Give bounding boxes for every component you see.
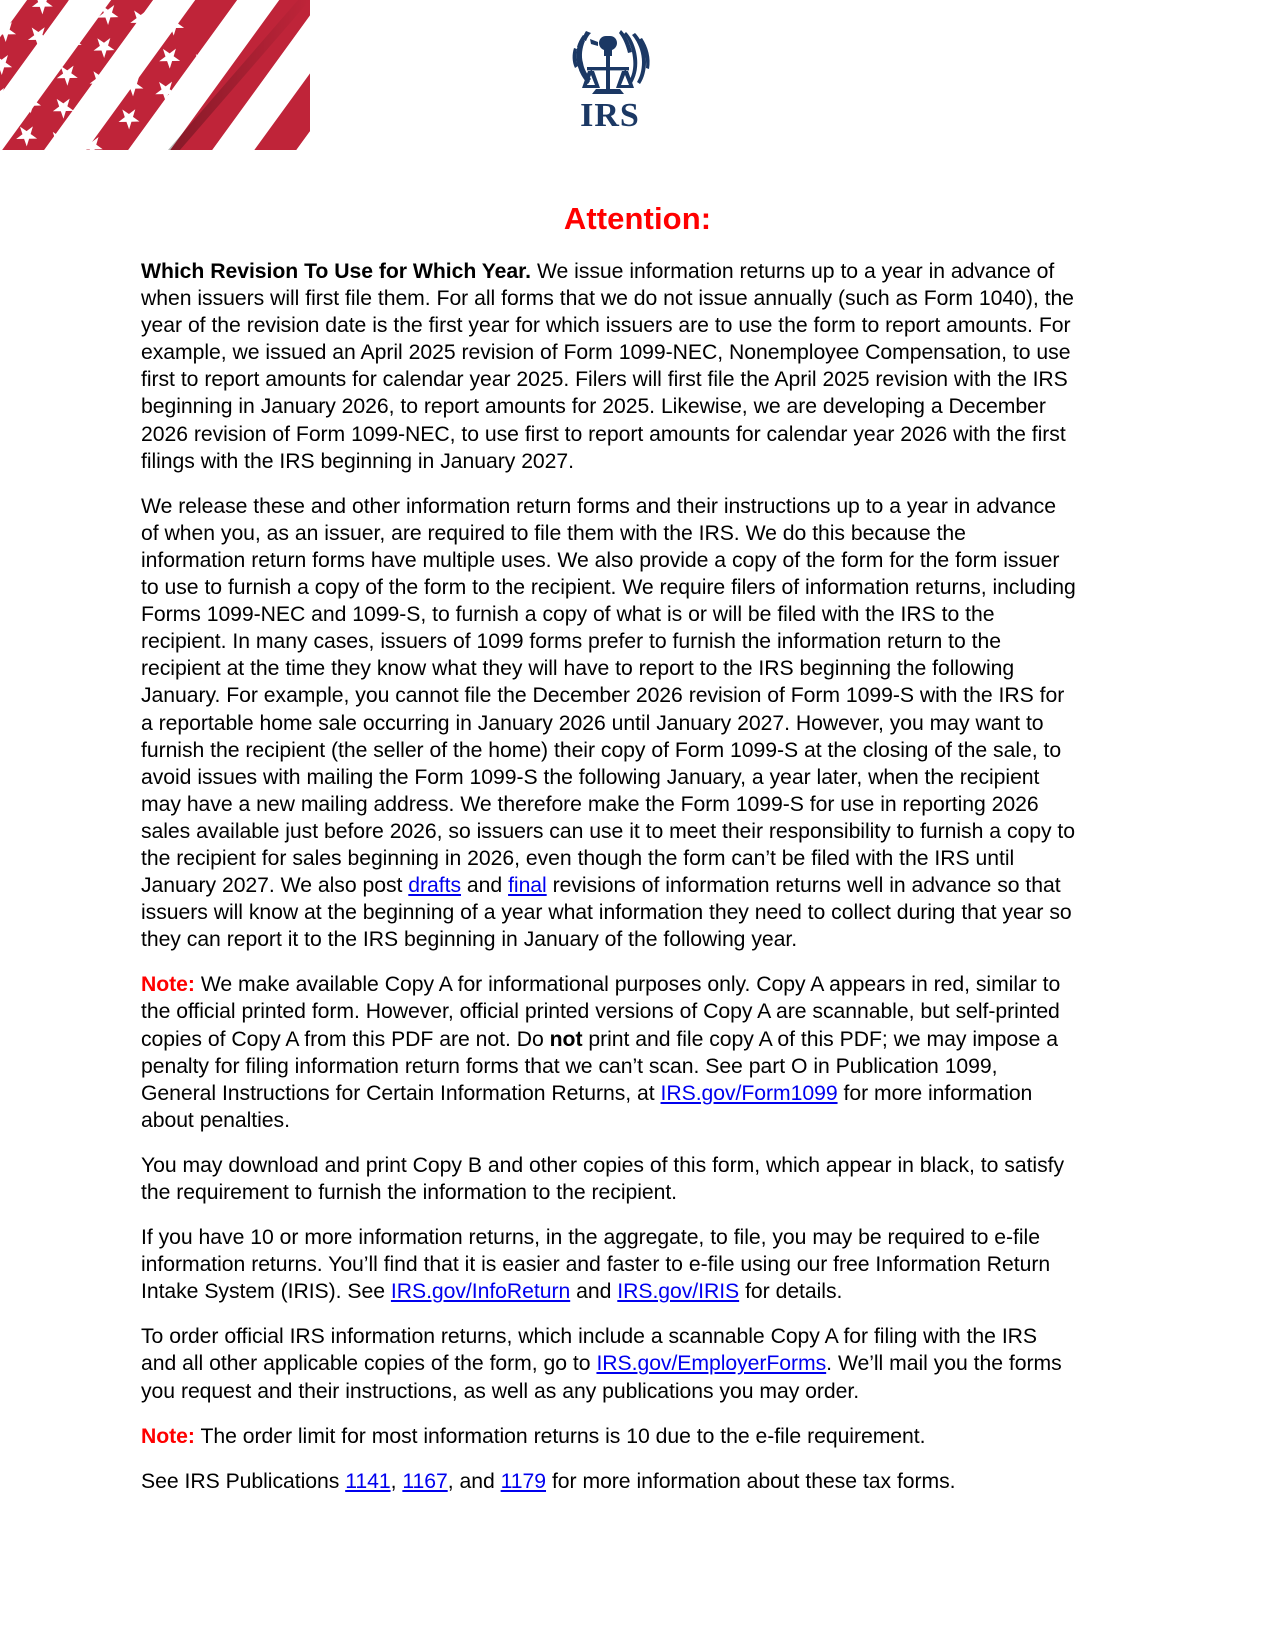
note-label: Note: [141, 1424, 195, 1448]
link-drafts[interactable]: drafts [408, 874, 461, 898]
paragraph-text-part3: , and [447, 1469, 501, 1493]
document-body [0, 150, 1275, 1513]
irs-logo [566, 22, 654, 134]
link-publication-1141[interactable]: 1141 [345, 1469, 391, 1493]
link-publication-1167[interactable]: 1167 [402, 1469, 448, 1493]
flag-canton [0, 0, 310, 150]
document-content [141, 258, 1076, 1495]
flag-stars-icon [0, 0, 310, 150]
paragraph-efile-threshold [141, 1224, 1076, 1305]
paragraph-text-part3: revisions of information returns well in advance so that issuers will know at the beginning of a year what information they need to collect during that year so they can report it to the IRS beginning in January of the following year. [141, 874, 1072, 952]
paragraph-lead-bold: Which Revision To Use for Which Year. [141, 260, 532, 283]
link-irs-gov-form1099[interactable]: IRS.gov/Form1099 [660, 1081, 838, 1105]
paragraph-text-part2: , [390, 1469, 403, 1493]
link-irs-gov-inforeturn[interactable]: IRS.gov/InfoReturn [390, 1280, 571, 1304]
paragraph-text-part3: for details. [739, 1280, 843, 1304]
paragraph-text-part1: We release these and other information return forms and their instructions up to a year in advance of when you, as an issuer, are required to file them with the IRS. We do this because the information return forms have multiple uses. We also provide a copy of the form for the form issuer to use to furnish a copy of the form to the recipient. We require filers of information returns, including Forms 1099-NEC and 1099-S, to furnish a copy of what is or will be filed with the IRS to the recipient. In many cases, issuers of 1099 forms prefer to furnish the information return to the recipient at the time they know what they will have to report to the IRS beginning the following January. For example, you cannot file the December 2026 revision of Form 1099-S with the IRS for a reportable home sale occurring in January 2026 until January 2027. However, you may want to furnish the recipient (the seller of the home) their copy of Form 1099-S at the closing of the sale, to avoid issues with mailing the Form 1099-S the following January, a year later, when the recipient may have a new mailing address. We therefore make the Form 1099-S for use in reporting 2026 sales available just before 2026, so issuers can use it to meet their responsibility to furnish a copy to the recipient for sales beginning in 2026, even though the form can’t be filed with the IRS until January 2027. We also post [141, 494, 1076, 898]
paragraph-text-part2: and [461, 874, 509, 898]
paragraph-note-copy-a [141, 971, 1076, 1134]
paragraph-text-part1: To order official IRS information returns, which include a scannable Copy A for filing with the IRS and all other applicable copies of the form, go to [141, 1325, 1037, 1376]
paragraph-text-part1: If you have 10 or more information returns, in the aggregate, to file, you may be required to e-file information returns. You’ll find that it is easier and faster to e-file using our free Information Return Intake System (IRIS). See [141, 1226, 1051, 1304]
paragraph-text-part1: See IRS Publications [141, 1469, 346, 1493]
usa-flag-icon [0, 0, 310, 150]
paragraph-text-part1: We make available Copy A for informational purposes only. Copy A appears in red, similar to the official printed form. However, official printed versions of Copy A are scannable, but self-printed copies of Copy A from this PDF are not. Do [141, 973, 1061, 1051]
paragraph-note-order-limit [141, 1423, 1076, 1450]
paragraph-which-revision [141, 258, 1076, 475]
paragraph-text-part2: and [570, 1280, 618, 1304]
paragraph-copy-b-download: You may download and print Copy B and other copies of this form, which appear in black, to satisfy the requirement to furnish the information to the recipient. [141, 1153, 1064, 1204]
paragraph-see-publications [141, 1468, 1076, 1495]
link-publication-1179[interactable]: 1179 [500, 1469, 547, 1493]
paragraph-order-forms [141, 1323, 1076, 1404]
page-header [0, 0, 1275, 150]
page-title: Attention: [563, 201, 712, 236]
paragraph-text-part3: for more information about penalties. [141, 1081, 1033, 1132]
paragraph-text: The order limit for most information returns is 10 due to the e-file requirement. [194, 1424, 926, 1448]
paragraph-text-part2: . We’ll mail you the forms you request and their instructions, as well as any publications you may order. [141, 1352, 1062, 1403]
irs-logo-text: IRS [580, 97, 640, 134]
paragraph-text-part2: print and file copy A of this PDF; we may impose a penalty for filing information return forms that we can’t scan. See part O in Publication 1099, General Instructions for Certain Information Returns, at [141, 1027, 1059, 1105]
link-irs-gov-iris[interactable]: IRS.gov/IRIS [617, 1280, 740, 1304]
irs-eagle-scales-icon [566, 22, 654, 134]
link-final[interactable]: final [508, 874, 547, 898]
emphasis-not: not [549, 1027, 583, 1051]
note-label: Note: [141, 973, 195, 997]
paragraph-release-schedule [141, 493, 1076, 954]
paragraph-text-part4: for more information about these tax forms. [546, 1469, 956, 1493]
paragraph-text: We issue information returns up to a year in advance of when issuers will first file them. For all forms that we do not issue annually (such as Form 1040), the year of the revision date is the first year for which issuers are to use the form to report amounts. For example, we issued an April 2025 revision of Form 1099-NEC, Nonemployee Compensation, to use first to report amounts for calendar year 2025. Filers will first file the April 2025 revision with the IRS beginning in January 2026, to report amounts for 2025. Likewise, we are developing a December 2026 revision of Form 1099-NEC, to use first to report amounts for calendar year 2026 with the first filings with the IRS beginning in January 2027. [141, 260, 1074, 473]
link-irs-gov-employerforms[interactable]: IRS.gov/EmployerForms [596, 1352, 827, 1376]
